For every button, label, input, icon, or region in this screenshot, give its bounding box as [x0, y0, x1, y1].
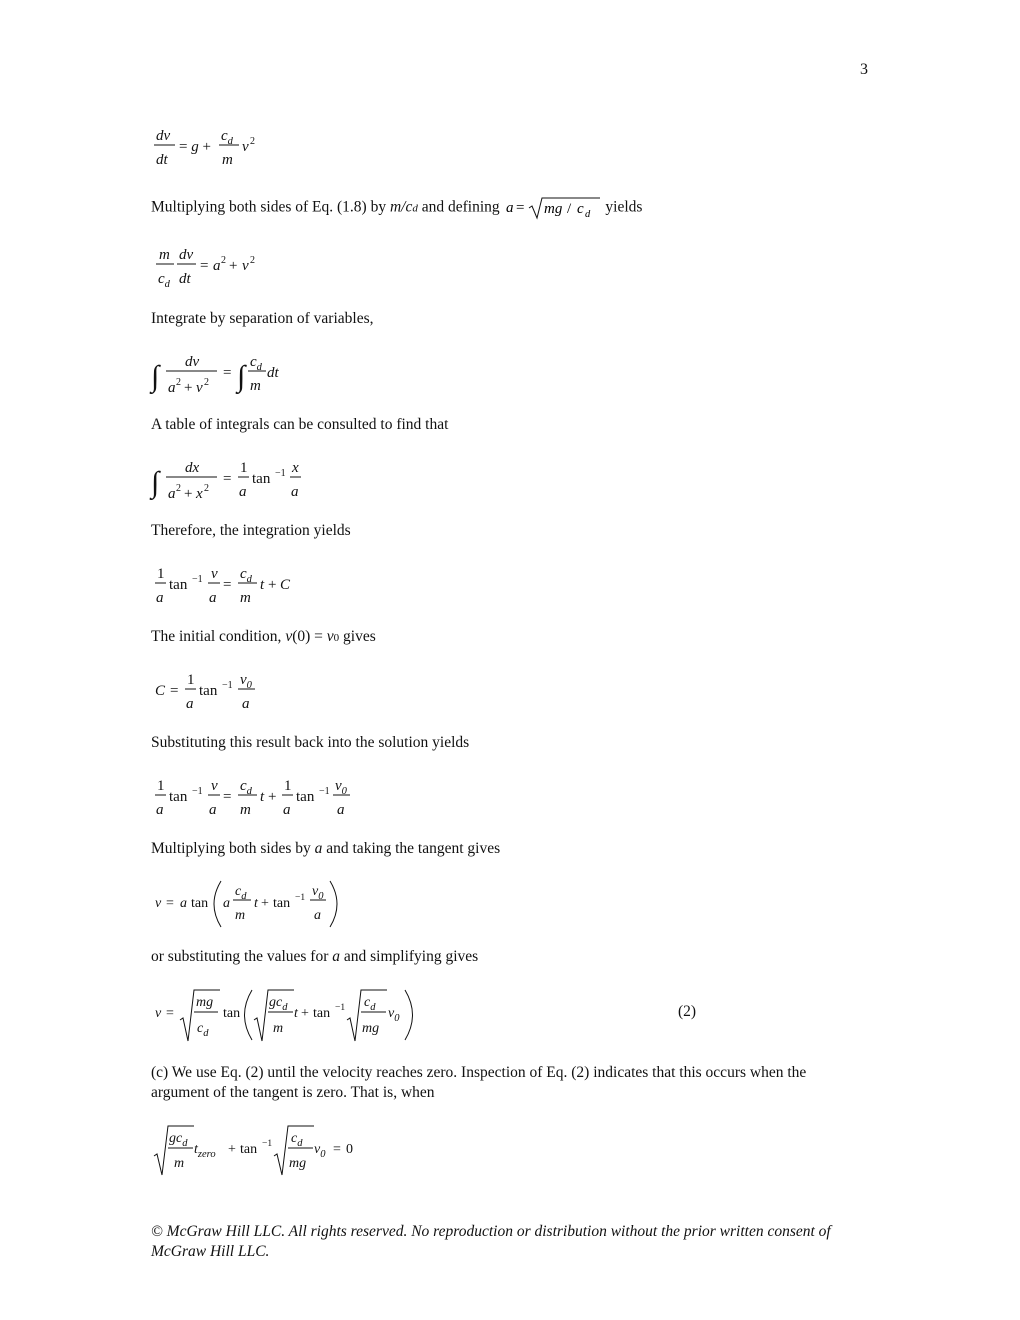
svg-text:v: v — [196, 380, 203, 396]
svg-text:v: v — [155, 1006, 162, 1021]
paragraph-initial-condition: The initial condition, v(0) = v0 gives — [151, 628, 376, 645]
svg-text:a: a — [209, 590, 217, 606]
svg-text:cd: $c_d$ — [221, 128, 233, 147]
svg-text:=: = — [223, 365, 232, 381]
svg-text:−1: −1 — [295, 893, 306, 903]
svg-text:m: m — [174, 1156, 185, 1171]
svg-text:=: = — [223, 789, 232, 805]
paragraph-integrate: Integrate by separation of variables, — [151, 310, 374, 327]
svg-text:x: x — [196, 486, 203, 502]
svg-text:v: v — [155, 896, 162, 911]
svg-text:a: a — [186, 696, 194, 712]
svg-text:c: c — [576, 201, 584, 217]
svg-text:m: m — [235, 908, 246, 923]
svg-text:tan: tan — [252, 471, 271, 487]
svg-text:t: t — [294, 1006, 298, 1021]
svg-text:tan: tan — [273, 896, 291, 911]
svg-text:dt: dt — [179, 271, 191, 287]
svg-text:mg: mg — [362, 1021, 380, 1036]
svg-text:=: = — [223, 577, 232, 593]
svg-text:a: a — [283, 802, 291, 818]
svg-text:d: d — [584, 209, 590, 220]
svg-text:1: 1 — [157, 778, 165, 794]
page-number: 3 — [860, 61, 868, 78]
svg-text:m: m — [273, 1021, 284, 1036]
svg-text:a: a — [314, 908, 321, 923]
equation-integral-table — [151, 456, 321, 506]
svg-text:t: t — [260, 577, 265, 593]
svg-text:v: v — [242, 258, 249, 274]
svg-text:+: + — [229, 258, 238, 274]
svg-text:2: 2 — [250, 255, 255, 266]
svg-text:C: C — [280, 577, 291, 593]
svg-text:v0: $v_0$ — [335, 778, 347, 797]
svg-text:a: a — [168, 486, 176, 502]
svg-text:=: = — [166, 1006, 174, 1021]
svg-text:cd: $c_d$ — [240, 778, 252, 797]
svg-text:=: = — [333, 1142, 341, 1157]
svg-text:gcd: $gc_d$ — [269, 995, 288, 1013]
svg-text:=: = — [515, 200, 524, 216]
svg-text:m: m — [250, 378, 261, 394]
svg-text:v0: $v_0$ — [240, 672, 252, 691]
svg-text:= g +: = g + — [179, 139, 211, 155]
svg-text:1: 1 — [157, 566, 165, 582]
svg-text:=: = — [166, 896, 174, 911]
svg-text:−1: −1 — [335, 1003, 346, 1013]
svg-text:+: + — [228, 1142, 236, 1157]
svg-text:−1: −1 — [275, 468, 286, 479]
svg-text:2: 2 — [176, 377, 181, 388]
equation-a-definition — [504, 195, 602, 221]
svg-text:mg: mg — [289, 1156, 307, 1171]
svg-text:+: + — [261, 896, 269, 911]
svg-text:a: a — [505, 200, 514, 216]
svg-text:−1: −1 — [222, 680, 233, 691]
paragraph-taking-tangent: Multiplying both sides by a and taking the tangent gives — [151, 840, 501, 857]
svg-text:a: a — [156, 802, 164, 818]
svg-text:a: a — [242, 696, 250, 712]
svg-text:tzero: $t_{zero}$ — [194, 1142, 216, 1160]
svg-text:−1: −1 — [192, 574, 203, 585]
svg-text:tan: tan — [191, 896, 209, 911]
svg-text:−1: −1 — [192, 786, 203, 797]
svg-text:cd: $c_d$ — [240, 566, 252, 585]
svg-text:+: + — [184, 380, 193, 396]
paragraph-multiplying: Multiplying both sides of Eq. (1.8) by m/cd and defining a = mg / c d yields — [151, 195, 642, 221]
svg-text:+: + — [301, 1006, 309, 1021]
svg-text:+: + — [268, 577, 277, 593]
svg-text:=: = — [223, 471, 232, 487]
svg-text:C: C — [155, 683, 166, 699]
svg-text:dt: dt — [156, 152, 168, 168]
svg-text:dv: dv — [185, 354, 200, 370]
svg-text:tan: tan — [223, 1006, 241, 1021]
svg-text:+: + — [268, 789, 277, 805]
svg-text:tan: tan — [296, 789, 315, 805]
equation-substituted — [151, 774, 371, 824]
svg-text:v: v — [211, 778, 218, 794]
equation-multiplied — [151, 243, 291, 293]
svg-text:cd: $c_d$ — [364, 995, 376, 1013]
svg-text:v: v — [211, 566, 218, 582]
svg-text:tan: tan — [169, 577, 188, 593]
svg-text:∫: ∫ — [237, 360, 246, 393]
svg-text:a: a — [223, 896, 230, 911]
svg-text:a: a — [239, 484, 247, 500]
svg-text:v0: $v_0$ — [312, 884, 324, 902]
svg-text:∫: ∫ — [151, 466, 160, 499]
equation-number: (2) — [678, 1003, 697, 1020]
svg-text:−1: −1 — [262, 1139, 273, 1149]
svg-text:=: = — [200, 258, 209, 274]
svg-text:cd: $c_d$ — [291, 1131, 303, 1149]
svg-text:cd: $c_d$ — [197, 1021, 209, 1039]
paragraph-therefore: Therefore, the integration yields — [151, 522, 351, 539]
equation-separation — [151, 350, 311, 400]
paragraph-table-of-integrals: A table of integrals can be consulted to find that — [151, 416, 449, 433]
svg-text:a: a — [213, 258, 221, 274]
svg-text:=: = — [170, 683, 179, 699]
svg-text:v0: $v_0$ — [314, 1142, 326, 1160]
equation-integrated — [151, 562, 311, 612]
svg-text:a: a — [180, 896, 187, 911]
svg-text:tan: tan — [169, 789, 188, 805]
svg-text:a: a — [156, 590, 164, 606]
svg-text:m: m — [222, 152, 233, 168]
equation-zero-velocity — [151, 1122, 371, 1178]
svg-text:m: m — [159, 247, 170, 263]
svg-text:/: / — [566, 201, 571, 217]
svg-text:m: m — [240, 802, 251, 818]
copyright-footer: © McGraw Hill LLC. All rights reserved. No reproduction or distribution without the prior written consent of McGraw Hill LLC. — [151, 1223, 831, 1260]
svg-text:tan: tan — [240, 1142, 258, 1157]
svg-text:mg: mg — [543, 201, 562, 217]
svg-text:a: a — [337, 802, 345, 818]
svg-text:cd: $c_d$ — [235, 884, 247, 902]
svg-text:2: 2 — [204, 483, 209, 494]
svg-text:2: 2 — [204, 377, 209, 388]
svg-text:1: 1 — [284, 778, 292, 794]
svg-text:gcd: $gc_d$ — [169, 1131, 188, 1149]
svg-text:1: 1 — [240, 460, 248, 476]
svg-text:dx: dx — [185, 460, 200, 476]
svg-text:t: t — [260, 789, 265, 805]
svg-text:∫: ∫ — [151, 360, 160, 393]
svg-text:+: + — [184, 486, 193, 502]
svg-text:t: t — [254, 896, 258, 911]
svg-text:m: m — [240, 590, 251, 606]
equation-velocity-final — [151, 986, 431, 1044]
svg-text:tan: tan — [199, 683, 218, 699]
svg-text:dv: dv — [179, 247, 194, 263]
svg-text:2: 2 — [250, 136, 255, 147]
svg-text:cd: $c_d$ — [250, 354, 262, 373]
svg-text:tan: tan — [313, 1006, 331, 1021]
paragraph-part-c: (c) We use Eq. (2) until the velocity reaches zero. Inspection of Eq. (2) indicates that this occurs when the argument of the tangent is zero. That is, when — [151, 1064, 807, 1101]
svg-text:−1: −1 — [319, 786, 330, 797]
svg-text:dt: dt — [267, 365, 279, 381]
svg-text:dv: dv — [156, 128, 171, 144]
svg-text:cd: $c_d$ — [158, 271, 170, 290]
svg-text:a: a — [291, 484, 299, 500]
equation-velocity-a — [151, 878, 351, 930]
svg-text:2: 2 — [176, 483, 181, 494]
svg-text:v: v — [242, 139, 249, 155]
svg-text:0: 0 — [346, 1142, 353, 1157]
svg-text:x: x — [292, 460, 299, 476]
svg-text:1: 1 — [187, 672, 195, 688]
svg-text:mg: mg — [196, 995, 214, 1010]
equation-drag-ode — [151, 124, 291, 174]
paragraph-substituting: Substituting this result back into the solution yields — [151, 734, 470, 751]
svg-text:a: a — [168, 380, 176, 396]
svg-text:v0: $v_0$ — [388, 1006, 400, 1024]
svg-text:2: 2 — [221, 255, 226, 266]
paragraph-substituting-values: or substituting the values for a and simplifying gives — [151, 948, 479, 965]
svg-text:a: a — [209, 802, 217, 818]
equation-constant — [151, 668, 291, 718]
